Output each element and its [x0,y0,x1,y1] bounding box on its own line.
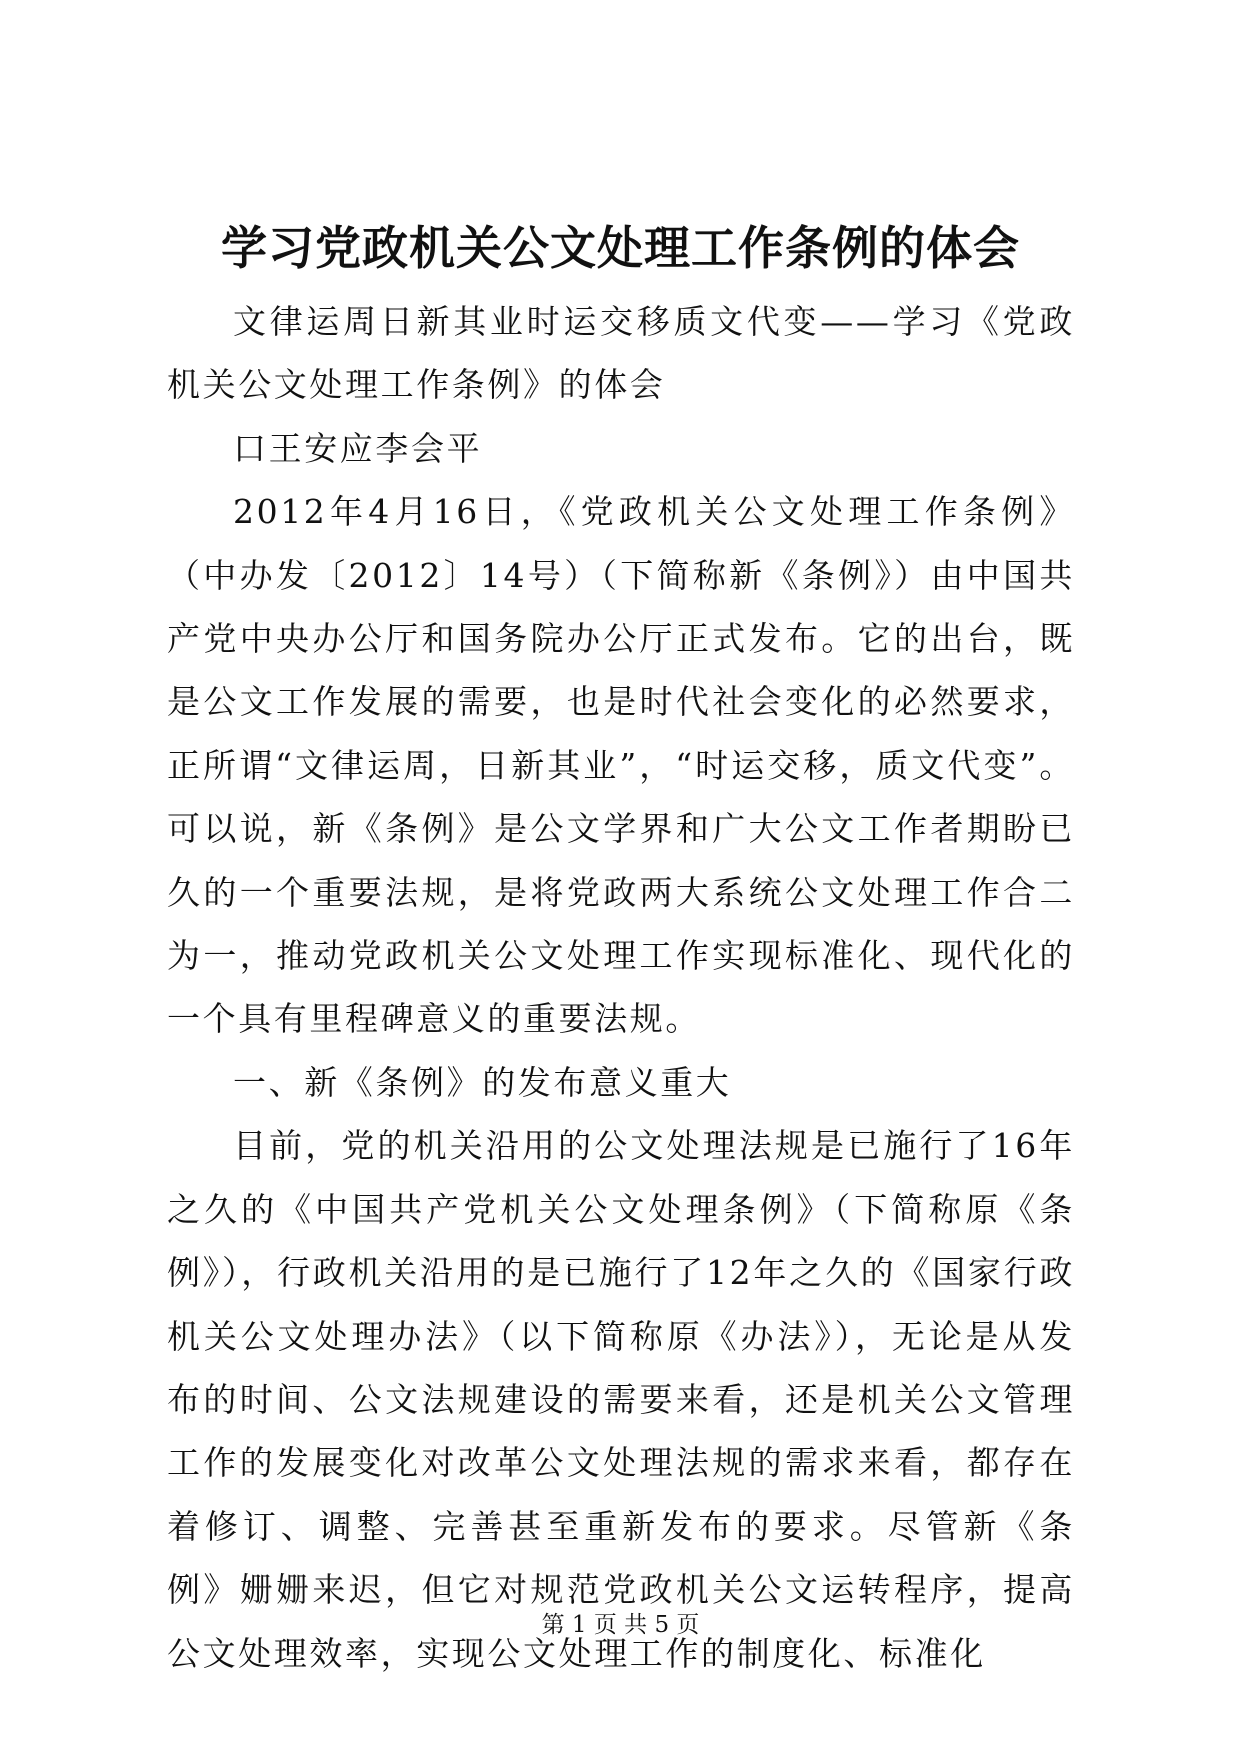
page-number-footer: 第 1 页 共 5 页 [541,1612,700,1638]
document-title: 学习党政机关公文处理工作条例的体会 [221,221,1020,275]
body-paragraph: 目前，党的机关沿用的公文处理法规是已施行了16年之久的《中国共产党机关公文处理条例》（下简称原《条例》），行政机关沿用的是已施行了12年之久的《国家行政机关公文处理办法》（以下简称原《办法》），无论是从发布的时间、公文法规建设的需要来看，还是机关公文管理工作的发展变化对改革公文处理法规的需求来看，都存在着修订、调整、完善甚至重新发布的要求。尽管新《条例》姗姗来迟，但它对规范党政机关公文运转程序，提高公文处理效率，实现公文处理工作的制度化、标准化 [167,1126,1075,1673]
author-line: 口王安应李会平 [233,428,483,468]
body-paragraph: 2012年4月16日，《党政机关公文处理工作条例》（中办发〔2012〕14号）（下简称新《条例》）由中国共产党中央办公厅和国务院办公厅正式发布。它的出台，既是公文工作发展的需要，也是时代社会变化的必然要求，正所谓“文律运周，日新其业”，“时运交移，质文代变”。可以说，新《条例》是公文学界和广大公文工作者期盼已久的一个重要法规，是将党政两大系统公文处理工作合二为一，推动党政机关公文处理工作实现标准化、现代化的一个具有里程碑意义的重要法规。 [167,492,1075,1039]
section-heading: 一、新《条例》的发布意义重大 [233,1062,732,1102]
subtitle-paragraph: 文律运周日新其业时运交移质文代变——学习《党政机关公文处理工作条例》的体会 [167,302,1075,405]
document-body [167,290,1075,1685]
